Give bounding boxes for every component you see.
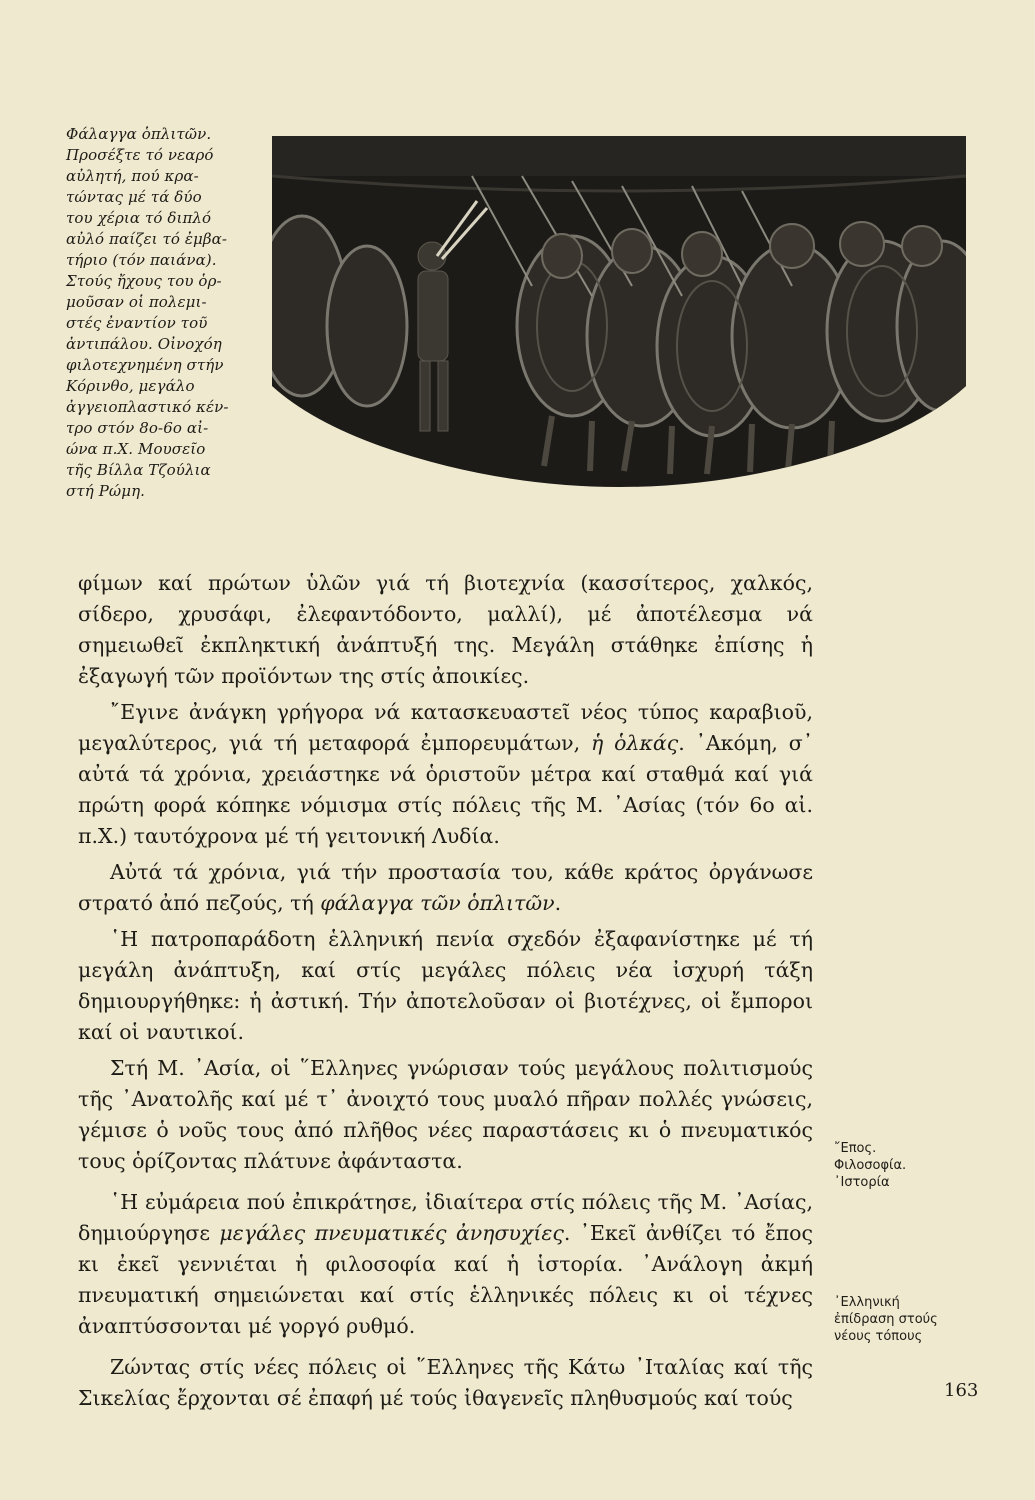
margin-note-line: Φιλοσοφία. bbox=[834, 1158, 907, 1173]
paragraph bbox=[78, 568, 813, 692]
paragraph-text: ῎Εγινε ἀνάγκη γρήγορα νά κατασκευαστεῖ νέος τύπος καραβιοῦ, μεγαλύτερος, γιά τή μεταφορά ἐμπορευμάτων, bbox=[78, 700, 813, 755]
margin-note-line: ᾿Ελληνική bbox=[834, 1295, 900, 1310]
caption-line: Φάλαγγα ὁπλιτῶν. bbox=[66, 125, 212, 143]
caption-line: τήριο (τόν παιάνα). bbox=[66, 251, 217, 269]
emphasis-text: ἡ ὁλκάς bbox=[591, 731, 679, 755]
paragraph-text: Αὐτά τά χρόνια, γιά τήν προστασία του, κάθε κράτος ὀργάνωσε στρατό ἀπό πεζούς, τή bbox=[78, 860, 813, 915]
vase-photograph bbox=[272, 136, 966, 506]
caption-line: μοῦσαν οἱ πολεμι- bbox=[66, 293, 207, 311]
caption-line: τῆς Βίλλα Τζούλια bbox=[66, 461, 211, 479]
emphasis-text: μεγάλες πνευματικές ἀνησυχίες bbox=[219, 1221, 564, 1245]
paragraph-text: . ᾿Ακόμη, σ᾿ αὐτά τά χρόνια, χρειάστηκε νά ὁριστοῦν μέτρα καί σταθμά καί γιά πρώτη φορά κόπηκε νόμισμα στίς πόλεις τῆς Μ. ᾿Ασίας (τόν 6ο αἰ. π.Χ.) ταυτόχρονα μέ τή γειτονική Λυδία. bbox=[78, 731, 813, 848]
caption-line: τρο στόν 8ο-6ο αἰ- bbox=[66, 419, 209, 437]
caption-line: του χέρια τό διπλό bbox=[66, 209, 212, 227]
paragraph bbox=[78, 924, 813, 1048]
margin-note-greek-influence bbox=[834, 1294, 964, 1345]
main-text bbox=[78, 568, 813, 1419]
caption-line: στές ἐναντίον τοῦ bbox=[66, 314, 208, 332]
caption-line: τώντας μέ τά δύο bbox=[66, 188, 202, 206]
paragraph bbox=[78, 697, 813, 852]
page-number: 163 bbox=[944, 1380, 979, 1401]
caption-line: στή Ρώμη. bbox=[66, 482, 146, 500]
figure-caption bbox=[66, 124, 246, 502]
caption-line: ώνα π.Χ. Μουσεῖο bbox=[66, 440, 206, 458]
caption-line: αὐλητή, πού κρα- bbox=[66, 167, 199, 185]
caption-line: φιλοτεχνημένη στήν bbox=[66, 356, 224, 374]
caption-line: ἀγγειοπλαστικό κέν- bbox=[66, 398, 229, 416]
emphasis-text: φάλαγγα τῶν ὁπλιτῶν bbox=[320, 891, 555, 915]
paragraph bbox=[78, 857, 813, 919]
paragraph-text: Ζώντας στίς νέες πόλεις οἱ ῞Ελληνες τῆς Κάτω ᾿Ιταλίας καί τῆς Σικελίας ἔρχονται σέ ἐπαφή μέ τούς ἰθαγενεῖς πληθυσμούς καί τούς bbox=[78, 1355, 813, 1410]
caption-line: αὐλό παίζει τό ἐμβα- bbox=[66, 230, 228, 248]
margin-note-line: ᾿Ιστορία bbox=[834, 1175, 890, 1190]
paragraph-text: . ᾿Εκεῖ ἀνθίζει τό ἔπος κι ἐκεῖ γεννιέται ἡ φιλοσοφία καί ἡ ἱστορία. ᾿Ανάλογη ἀκμή πνευματική σημειώνεται καί στίς ἑλληνικές πόλεις κι οἱ τέχνες ἀναπτύσσονται μέ γοργό ρυθμό. bbox=[78, 1221, 813, 1338]
margin-note-line: ῎Επος. bbox=[834, 1141, 877, 1156]
paragraph bbox=[78, 1352, 813, 1414]
paragraph-text: ῾Η εὐμάρεια πού ἐπικράτησε, ἰδιαίτερα στίς πόλεις τῆς Μ. ᾿Ασίας, δημιούργησε bbox=[78, 1190, 813, 1245]
paragraph bbox=[78, 1187, 813, 1342]
margin-note-line: ἐπίδραση στούς bbox=[834, 1312, 938, 1327]
paragraph-text: ῾Η πατροπαράδοτη ἑλληνική πενία σχεδόν ἐξαφανίστηκε μέ τή μεγάλη ἀνάπτυξη, καί στίς μεγάλες πόλεις νέα ἰσχυρή τάξη δημιουργήθηκε: ἡ ἀστική. Τήν ἀποτελοῦσαν οἱ βιοτέχνες, οἱ ἔμποροι καί οἱ ναυτικοί. bbox=[78, 927, 813, 1044]
paragraph-text: Στή Μ. ᾿Ασία, οἱ ῞Ελληνες γνώρισαν τούς μεγάλους πολιτισμούς τῆς ᾿Ανατολῆς καί μέ τ᾿ ἀνοιχτό τους μυαλό πῆραν πολλές γνώσεις, γέμισε ὁ νοῦς τους ἀπό πλῆθος νέες παραστάσεις κι ὁ πνευματικός τους ὁρίζοντας πλάτυνε ἀφάνταστα. bbox=[78, 1056, 813, 1173]
caption-line: ἀντιπάλου. Οἰνοχόη bbox=[66, 335, 222, 353]
margin-note-line: νέους τόπους bbox=[834, 1329, 923, 1344]
hoplite-phalanx-image bbox=[272, 136, 966, 506]
paragraph-text: φίμων καί πρώτων ὑλῶν γιά τή βιοτεχνία (κασσίτερος, χαλκός, σίδερο, χρυσάφι, ἐλεφαντόδοντο, μαλλί), μέ ἀποτέλεσμα νά σημειωθεῖ ἐκπληκτική ἀνάπτυξή της. Μεγάλη στάθηκε ἐπίσης ἡ ἐξαγωγή τῶν προϊόντων της στίς ἀποικίες. bbox=[78, 571, 813, 688]
paragraph-text: . bbox=[554, 891, 562, 915]
caption-line: Κόρινθο, μεγάλο bbox=[66, 377, 195, 395]
caption-line: Προσέξτε τό νεαρό bbox=[66, 146, 214, 164]
margin-note-epos bbox=[834, 1140, 964, 1191]
caption-line: Στούς ἤχους του ὁρ- bbox=[66, 272, 222, 290]
paragraph bbox=[78, 1053, 813, 1177]
